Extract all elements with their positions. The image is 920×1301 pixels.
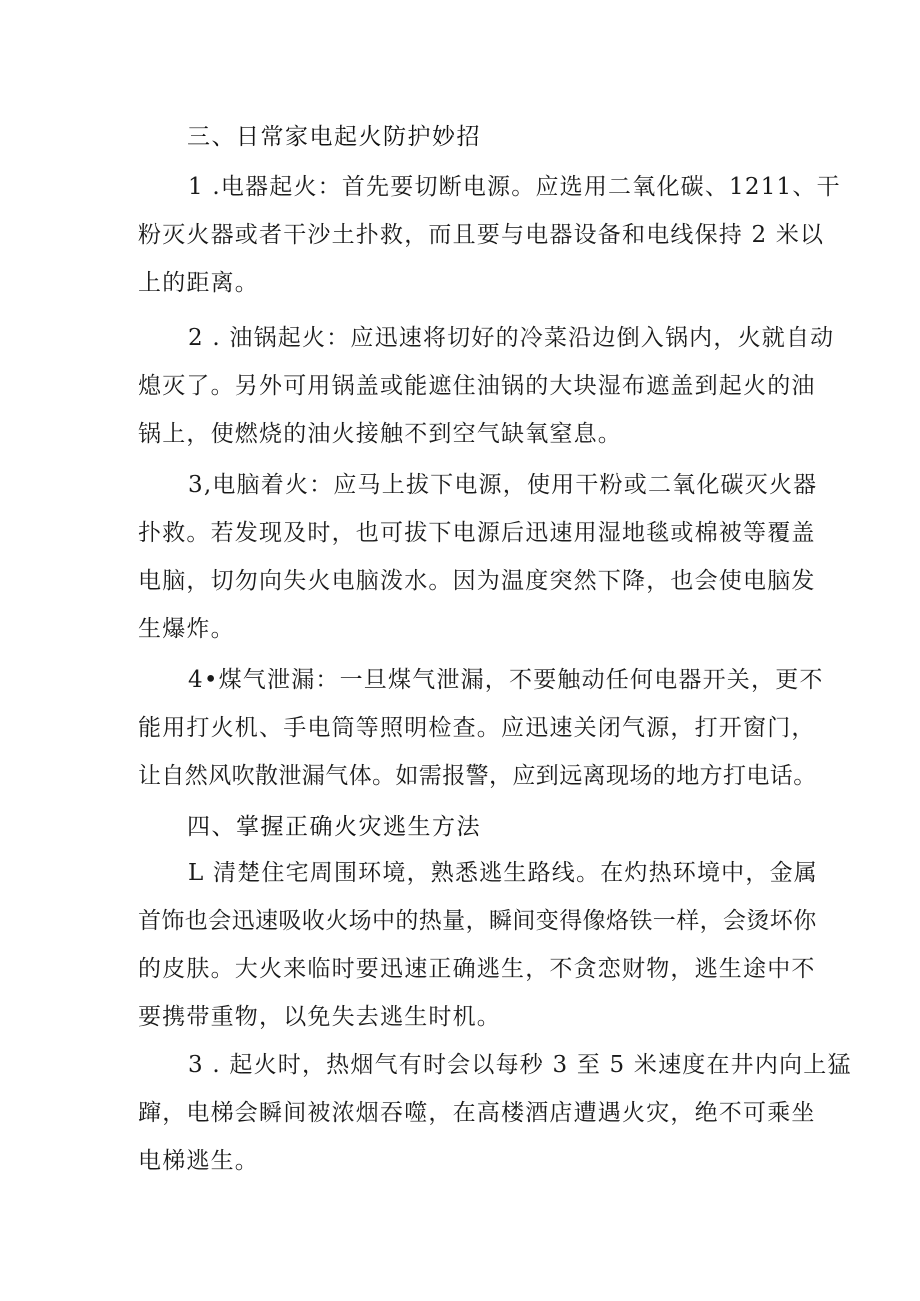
paragraph-line: L 清楚住宅周围环境，熟悉逃生路线。在灼热环境中，金属 — [188, 860, 818, 886]
paragraph-line: 要携带重物，以免失去逃生时机。 — [138, 1004, 501, 1030]
paragraph-line: 电梯逃生。 — [138, 1148, 259, 1174]
section-heading-household-fire: 三、日常家电起火防护妙招 — [187, 124, 481, 150]
paragraph-oil-pan-fire — [138, 314, 835, 458]
paragraph-line: 电脑，切勿向失火电脑泼水。因为温度突然下降，也会使电脑发 — [138, 568, 816, 594]
paragraph-line: 锅上，使燃烧的油火接触不到空气缺氧窒息。 — [138, 421, 622, 447]
paragraph-gas-leak — [138, 656, 824, 800]
paragraph-no-elevator — [138, 1041, 852, 1185]
paragraph-line: 生爆炸。 — [138, 616, 235, 642]
paragraph-line: 的皮肤。大火来临时要迅速正确逃生，不贪恋财物，逃生途中不 — [138, 956, 816, 982]
paragraph-line: 蹿，电梯会瞬间被浓烟吞噬，在高楼酒店遭遇火灾，绝不可乘坐 — [138, 1100, 816, 1126]
paragraph-electrical-fire — [138, 163, 841, 307]
section-heading-escape-methods: 四、掌握正确火灾逃生方法 — [187, 814, 481, 840]
paragraph-line: 熄灭了。另外可用锅盖或能遮住油锅的大块湿布遮盖到起火的油 — [138, 373, 816, 399]
paragraph-line: 粉灭火器或者干沙土扑救，而且要与电器设备和电线保持 2 米以 — [138, 222, 825, 248]
paragraph-line: 上的距离。 — [138, 270, 259, 296]
paragraph-line: 让自然风吹散泄漏气体。如需报警，应到远离现场的地方打电话。 — [138, 763, 817, 789]
paragraph-line: 2 . 油锅起火：应迅速将切好的冷菜沿边倒入锅内，火就自动 — [188, 325, 835, 351]
paragraph-line: 3,电脑着火：应马上拔下电源，使用干粉或二氧化碳灭火器 — [188, 472, 818, 498]
paragraph-line: 1 .电器起火：首先要切断电源。应选用二氧化碳、1211、干 — [188, 174, 841, 200]
paragraph-line: 首饰也会迅速吸收火场中的热量，瞬间变得像烙铁一样，会烫坏你 — [138, 908, 817, 934]
paragraph-line: 3 . 起火时，热烟气有时会以每秒 3 至 5 米速度在井内向上猛 — [188, 1052, 852, 1078]
paragraph-line: 能用打火机、手电筒等照明检查。应迅速关闭气源，打开窗门， — [138, 715, 816, 741]
paragraph-line: 4•煤气泄漏：一旦煤气泄漏，不要触动任何电器开关，更不 — [188, 667, 824, 693]
paragraph-computer-fire — [138, 461, 818, 653]
paragraph-know-surroundings — [138, 849, 818, 1041]
paragraph-line: 扑救。若发现及时，也可拔下电源后迅速用湿地毯或棉被等覆盖 — [138, 520, 816, 546]
